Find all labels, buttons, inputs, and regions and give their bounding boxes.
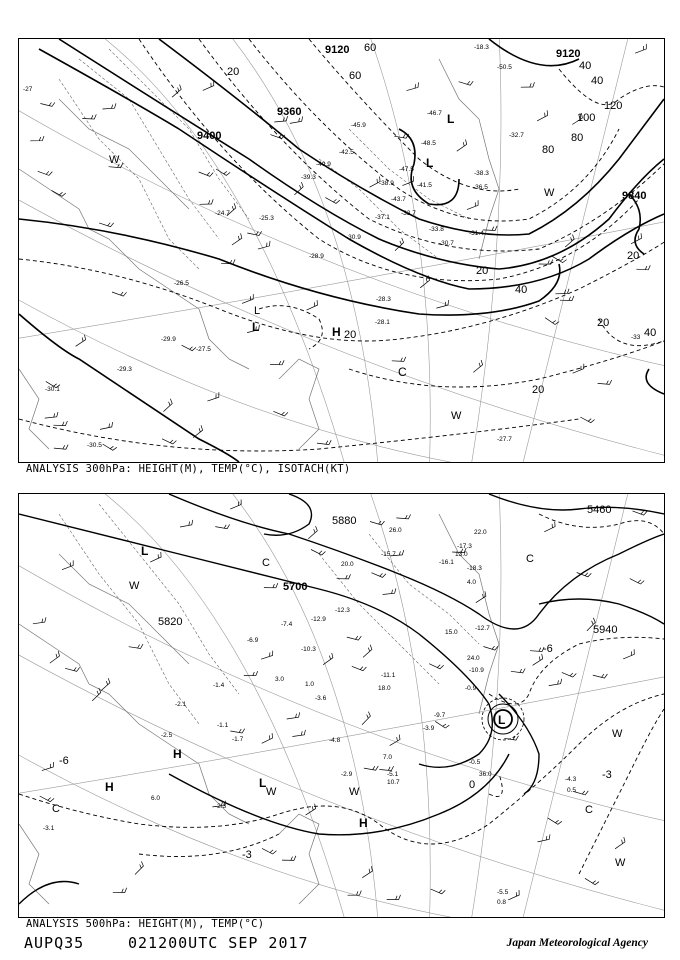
graticule [19, 39, 664, 462]
isotach-label: 20 [627, 250, 640, 262]
temp-label: -37.1 [375, 214, 390, 221]
temp-label: -18.3 [467, 565, 482, 572]
temp-label: -48.5 [421, 140, 436, 147]
wind-barb [180, 520, 193, 527]
wind-barb [435, 721, 449, 728]
low-center-label: L [259, 776, 267, 790]
cold-center-label: C [398, 365, 407, 379]
valid-time: 021200UTC SEP 2017 [128, 934, 309, 952]
temp-label: -12.3 [335, 607, 350, 614]
wind-barb [483, 226, 497, 231]
temp-label: -3.6 [315, 695, 327, 702]
wind-barb [92, 688, 101, 701]
temp-label: -33.7 [401, 210, 416, 217]
wind-barb [129, 644, 143, 648]
temp-label: -30.5 [87, 442, 102, 449]
wind-barb [635, 44, 646, 53]
temp-label: -18.3 [474, 44, 489, 51]
wind-barb [163, 399, 172, 412]
wind-barb [311, 550, 326, 555]
temp-label: -7.4 [281, 621, 293, 628]
high-center-label: H [173, 747, 182, 761]
height-label: 5820 [158, 616, 183, 628]
wind-barb [544, 522, 555, 532]
warm-center-label: W [451, 410, 462, 422]
temp-label: -26.5 [174, 280, 189, 287]
isotherm-label: -3 [602, 769, 612, 781]
temp-label: -32.7 [509, 132, 524, 139]
wind-barb [103, 444, 117, 450]
temp-label: -30.7 [439, 240, 454, 247]
isotherm-label: 0 [469, 779, 476, 791]
low-center-label: L [447, 112, 455, 126]
wind-barb [282, 856, 296, 861]
isotach-label: 100 [577, 112, 596, 124]
high-center-label: H [105, 780, 114, 794]
wind-barb [459, 81, 474, 85]
isotach-label: 20 [597, 317, 610, 329]
wind-barb [352, 666, 367, 670]
temp-label: 0.8 [497, 899, 507, 906]
wind-barb [308, 526, 317, 539]
wind-barb [270, 360, 284, 365]
temp-label: -1.1 [217, 722, 229, 729]
wind-barb [521, 82, 535, 87]
warm-center-label: W [612, 728, 623, 740]
wind-barb [585, 878, 599, 884]
wind-barb [431, 889, 446, 894]
temp-label: 20.0 [341, 561, 354, 568]
temp-label: -10.3 [301, 646, 316, 653]
wind-barb [633, 511, 648, 515]
wind-barb [593, 674, 608, 678]
wind-barb [230, 500, 241, 510]
wind-barb [436, 300, 448, 308]
wind-barb [623, 649, 634, 659]
wind-barb [504, 736, 518, 740]
temp-label: -27.7 [497, 436, 512, 443]
wind-barb [555, 289, 569, 294]
temp-label: -39.3 [301, 174, 316, 181]
wind-barb [65, 667, 80, 671]
isotherm-label: -6 [59, 755, 69, 767]
temp-label: 4.0 [467, 579, 477, 586]
map-panel-300hpa [18, 38, 665, 463]
wind-barb [262, 848, 276, 854]
temp-label: -42.5 [339, 149, 354, 156]
wind-barb [362, 866, 372, 878]
map-panel-500hpa [18, 493, 665, 918]
wind-barb [199, 172, 214, 176]
wind-barb [307, 300, 318, 310]
temp-label: 22.0 [474, 529, 487, 536]
temp-label: -33.8 [429, 226, 444, 233]
wind-barb [172, 85, 181, 98]
temp-label: -1.7 [232, 736, 244, 743]
chart-300hpa [19, 39, 664, 462]
cold-center-label: C [526, 553, 534, 565]
panel-caption-300hpa: ANALYSIS 300hPa: HEIGHT(M), TEMP(°C), ISOTACH(KT) [26, 463, 351, 475]
isotherms-minor [59, 504, 479, 724]
temp-label: 15.0 [445, 629, 458, 636]
cold-center-label: C [52, 803, 60, 815]
temp-label: 10.7 [387, 779, 400, 786]
wind-barb [232, 233, 242, 245]
wind-barb [457, 140, 467, 152]
temp-label: -2.1 [175, 701, 187, 708]
isotherm-label: -3 [242, 849, 252, 861]
high-center-label: H [359, 816, 368, 830]
low-center-label: L [252, 320, 260, 334]
wind-barb [580, 417, 594, 423]
temp-label: -12.9 [311, 616, 326, 623]
wind-barb [530, 647, 544, 652]
height-contours [19, 39, 664, 462]
temp-label: -27.5 [196, 346, 211, 353]
wind-barb [383, 588, 396, 594]
wind-barb [317, 440, 331, 444]
wind-barb [363, 645, 372, 658]
wind-barb [407, 82, 419, 90]
temp-label: -12.7 [475, 625, 490, 632]
wind-barb [38, 171, 53, 175]
wind-barb [182, 345, 196, 351]
wind-barb [103, 103, 117, 109]
temp-label: -2.3 [215, 803, 227, 810]
temp-label: -50.5 [497, 64, 512, 71]
wind-barb [429, 664, 444, 669]
wind-barb [62, 560, 73, 569]
wind-barb [508, 890, 519, 900]
temp-label: -47.5 [399, 166, 414, 173]
temp-label: 36.0 [479, 771, 492, 778]
wind-barb [50, 651, 60, 663]
graticule [19, 494, 664, 917]
wind-barb [395, 238, 404, 251]
temp-label: 26.0 [389, 527, 402, 534]
wind-barb [200, 199, 214, 204]
isotach-label: 80 [571, 132, 584, 144]
wind-barb [262, 733, 273, 743]
wind-barb [533, 654, 543, 665]
wind-barb [150, 552, 161, 562]
temp-label: -5.5 [497, 889, 509, 896]
wind-barb [371, 573, 386, 578]
isotach-label: 40 [644, 327, 657, 339]
wind-barb [33, 617, 46, 624]
wind-barb [292, 730, 305, 737]
wind-barb [203, 81, 214, 91]
isotach-label: 80 [542, 144, 555, 156]
coastline [19, 59, 499, 449]
temp-label: -43.7 [391, 196, 406, 203]
temp-label: -3.1 [43, 825, 55, 832]
isotach-label: 20 [227, 66, 240, 78]
temp-label: -11.1 [381, 672, 396, 679]
height-label: 9840 [622, 190, 647, 202]
temp-label: -25.3 [259, 215, 274, 222]
low-center-label: L [426, 156, 434, 170]
temp-label: -1.4 [213, 682, 225, 689]
wind-barb [264, 583, 278, 588]
coastline [19, 514, 499, 904]
wind-barb [30, 136, 44, 141]
wind-barb [630, 579, 644, 584]
temp-label: -28.9 [309, 253, 324, 260]
wind-barb [511, 669, 525, 673]
wind-barb [545, 318, 559, 325]
temp-label: -17.3 [457, 543, 472, 550]
temp-label: -31.4 [469, 230, 484, 237]
isotach-label: 60 [364, 42, 377, 54]
warm-center-label: W [544, 187, 555, 199]
isotach-label: 20 [344, 329, 357, 341]
wind-barb [40, 102, 55, 106]
wind-barb [549, 679, 562, 686]
wind-barb [45, 412, 58, 418]
temp-label: 24.0 [467, 655, 480, 662]
wind-barb [54, 445, 68, 450]
warm-center-label: W [129, 580, 140, 592]
temp-label: -3.9 [423, 725, 435, 732]
wind-barb [379, 766, 393, 771]
wind-barb [76, 335, 86, 347]
isotach-label: 120 [604, 100, 623, 112]
wind-barb [244, 671, 258, 676]
wind-barb [483, 646, 498, 650]
temp-label: -38.3 [474, 170, 489, 177]
temp-label: -27 [23, 86, 33, 93]
temperature-labels [43, 527, 577, 906]
height-contours [19, 494, 664, 904]
low-center-label: L [141, 544, 149, 558]
panel-caption-500hpa: ANALYSIS 500hPa: HEIGHT(M), TEMP(°C) [26, 918, 265, 930]
temp-label: -41.5 [417, 182, 432, 189]
wind-barb [100, 422, 113, 429]
warm-center-label: W [349, 786, 360, 798]
wind-barb [370, 521, 385, 525]
height-label: 9120 [556, 48, 581, 60]
temp-label: -30.9 [346, 234, 361, 241]
temp-label: 7.0 [383, 754, 393, 761]
wind-barb [473, 360, 482, 372]
temp-label: -40.9 [316, 161, 331, 168]
wind-barb [347, 636, 362, 640]
wind-barb [261, 651, 273, 660]
temp-label: 13.0 [455, 551, 468, 558]
wind-barb [364, 766, 378, 770]
isotach-label: 60 [349, 70, 362, 82]
wind-barb [135, 861, 143, 874]
temp-label: -29.9 [161, 336, 176, 343]
chart-500hpa [19, 494, 664, 917]
isotach-label: 40 [591, 75, 604, 87]
temp-label: -38.9 [379, 180, 394, 187]
temp-label: -4.8 [329, 737, 341, 744]
wind-barb [325, 198, 339, 204]
temp-label: -6.9 [247, 637, 259, 644]
temp-label: -36.5 [473, 184, 488, 191]
temp-label: -16.1 [439, 559, 454, 566]
isotherm-label: -6 [543, 643, 553, 655]
agency-name: Japan Meteorological Agency [506, 937, 648, 949]
temp-label: -5.1 [387, 771, 399, 778]
height-label: 5700 [283, 581, 308, 593]
temp-label: 0.5 [567, 787, 577, 794]
height-label: 5940 [593, 624, 618, 636]
wind-barb [538, 834, 551, 842]
wind-barb [392, 357, 406, 362]
warm-center-label: W [615, 857, 626, 869]
wind-barb [537, 110, 548, 121]
temp-label: -10.9 [469, 667, 484, 674]
isotach-label: 40 [515, 284, 528, 296]
low-center-label: L [254, 305, 261, 317]
wind-barb [99, 223, 114, 227]
temp-label: -2.5 [161, 732, 173, 739]
wind-barb [636, 265, 650, 270]
wind-barb [362, 712, 370, 725]
high-center-label: H [332, 325, 341, 339]
cold-center-label: C [262, 557, 270, 569]
height-label: 5880 [332, 515, 357, 527]
product-id: AUPQ35 [24, 934, 85, 952]
wind-barb [230, 729, 244, 733]
wind-barb [548, 818, 562, 824]
temp-label: 3.0 [275, 676, 285, 683]
temp-label: -45.9 [351, 122, 366, 129]
temp-label: -0.5 [469, 759, 481, 766]
wind-barb [42, 762, 54, 771]
temp-label: -9.7 [434, 712, 446, 719]
wind-barb [562, 672, 577, 677]
isotach-label: 20 [476, 265, 489, 277]
temp-label: -29.3 [117, 366, 132, 373]
wind-barb [615, 837, 625, 849]
warm-center-label: W [109, 154, 120, 166]
temp-label: -15.7 [381, 551, 396, 558]
temp-label: -30.1 [45, 386, 60, 393]
cold-center-label: C [585, 804, 593, 816]
temp-label: -28.3 [376, 296, 391, 303]
wind-barb [53, 421, 67, 426]
temp-label: -33 [631, 334, 641, 341]
wind-barb [467, 200, 478, 209]
wind-barb [598, 380, 612, 384]
height-label: 9120 [325, 44, 350, 56]
wind-barbs [33, 500, 647, 900]
temp-label: -28.1 [375, 319, 390, 326]
isotach-label: 40 [579, 60, 592, 72]
temp-label: -4.3 [565, 776, 577, 783]
wind-barb [216, 169, 230, 175]
temp-label: -24.7 [215, 210, 230, 217]
isotach-label: 20 [532, 384, 545, 396]
height-label: 5460 [587, 504, 612, 516]
height-label: 9360 [277, 106, 302, 118]
temp-label: -2.9 [341, 771, 353, 778]
wind-barb [113, 888, 127, 893]
height-label: 9400 [197, 130, 222, 142]
temp-label: 1.0 [305, 681, 315, 688]
wind-barb [396, 514, 410, 519]
temp-label: -46.7 [427, 110, 442, 117]
wind-barb [287, 712, 300, 719]
isotherms [19, 514, 664, 874]
isotherms [59, 49, 469, 269]
wind-barb [387, 895, 401, 900]
temp-label: -0.9 [465, 685, 477, 692]
low-center-label: L [498, 713, 506, 727]
temp-label: 6.0 [151, 795, 161, 802]
wind-barb [101, 678, 110, 691]
warm-center-label: W [266, 786, 277, 798]
temp-label: 18.0 [378, 685, 391, 692]
wind-barb [162, 439, 176, 444]
wind-barb [112, 292, 127, 296]
wind-barb [215, 524, 229, 528]
wind-barb [476, 591, 486, 602]
